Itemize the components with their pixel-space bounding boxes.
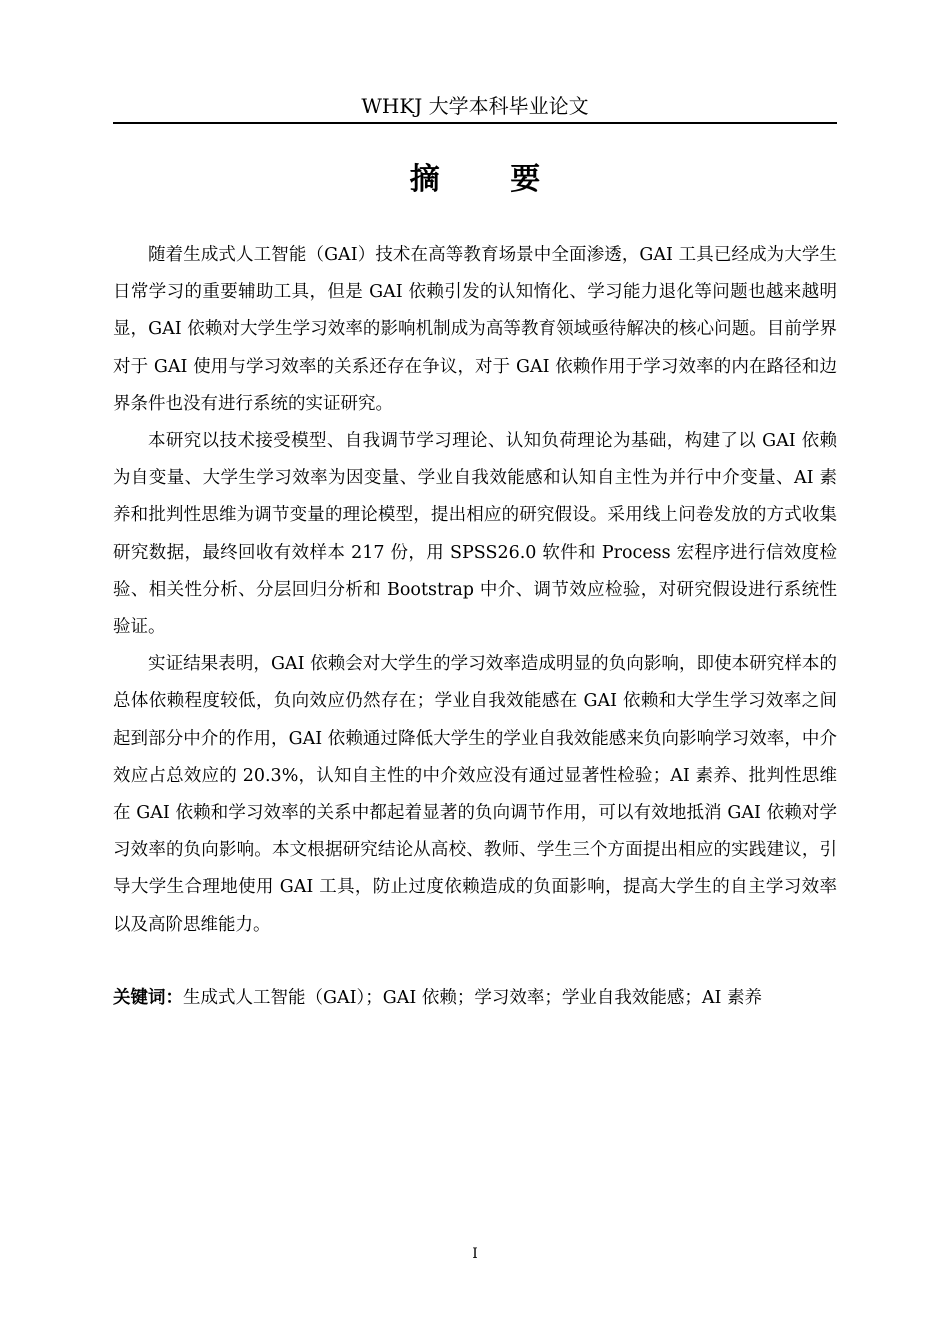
abstract-title: 摘 要 [409,162,571,197]
abstract-paragraph-1: 随着生成式人工智能（GAI）技术在高等教育场景中全面渗透，GAI 工具已经成为大学生日常学习的重要辅助工具，但是 GAI 依赖引发的认知惰化、学习能力退化等问题也越来越明显，GAI 依赖对大学生学习效率的影响机制成为高等教育领域亟待解决的核心问题。目前学界对于 GAI 使用与学习效率的关系还存在争议，对于 GAI 依赖作用于学习效率的内在路径和边界条件也没有进行系统的实证研究。 [113,245,837,414]
header-rule [113,122,837,124]
abstract-body [113,237,837,944]
page-number: I [472,1246,478,1262]
abstract-paragraph-2: 本研究以技术接受模型、自我调节学习理论、认知负荷理论为基础，构建了以 GAI 依赖为自变量、大学生学习效率为因变量、学业自我效能感和认知自主性为并行中介变量、AI 素养和批判性思维为调节变量的理论模型，提出相应的研究假设。采用线上问卷发放的方式收集研究数据，最终回收有效样本 217 份，用 SPSS26.0 软件和 Process 宏程序进行信效度检验、相关性分析、分层回归分析和 Bootstrap 中介、调节效应检验，对研究假设进行系统性验证。 [113,431,837,638]
keywords-label: 关键词： [113,988,183,1008]
page-header [113,92,837,120]
header-title: WHKJ 大学本科毕业论文 [361,94,589,118]
keywords-line [113,980,837,1017]
abstract-paragraph-3: 实证结果表明，GAI 依赖会对大学生的学习效率造成明显的负向影响，即使本研究样本的总体依赖程度较低，负向效应仍然存在；学业自我效能感在 GAI 依赖和大学生学习效率之间起到部分中介的作用，GAI 依赖通过降低大学生的学业自我效能感来负向影响学习效率，中介效应占总效应的 20.3%，认知自主性的中介效应没有通过显著性检验；AI 素养、批判性思维在 GAI 依赖和学习效率的关系中都起着显著的负向调节作用，可以有效地抵消 GAI 依赖对学习效率的负向影响。本文根据研究结论从高校、教师、学生三个方面提出相应的实践建议，引导大学生合理地使用 GAI 工具，防止过度依赖造成的负面影响，提高大学生的自主学习效率以及高阶思维能力。 [113,654,837,935]
keywords-text: 生成式人工智能（GAI）；GAI 依赖；学习效率；学业自我效能感；AI 素养 [183,988,762,1008]
